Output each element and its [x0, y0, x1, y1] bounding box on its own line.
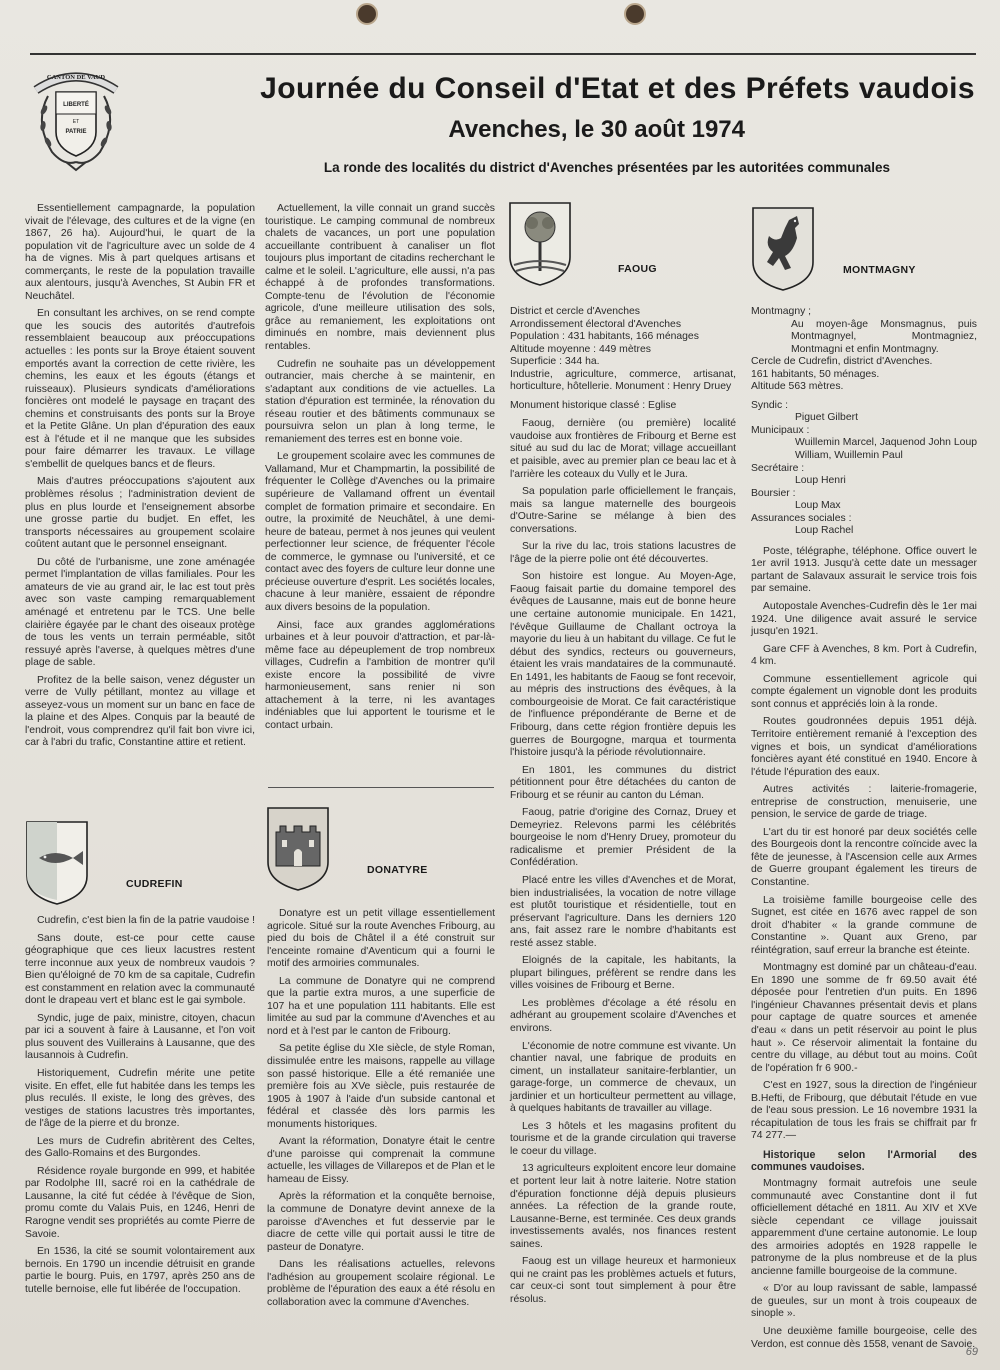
page-title: Journée du Conseil d'Etat et des Préfets vaudois: [260, 72, 975, 105]
paragraph: Les problèmes d'écolage a été résolu en adhérant au groupement scolaire d'Avenches et environs.: [510, 997, 736, 1034]
fact-line: Altitude moyenne : 449 mètres: [510, 343, 651, 355]
fact-line: Loup Henri: [795, 475, 846, 487]
paragraph: Cudrefin, c'est bien la fin de la patrie vaudoise !: [37, 915, 256, 926]
fact-line: Assurances sociales :: [751, 512, 852, 524]
column-separator: [268, 787, 494, 788]
paragraph: Syndic, juge de paix, ministre, citoyen, chacun par ici a souvent à faire à Lausanne, et l'on voit plus souvent des Vuillerains à Lausanne, que des lausannois à Cudrefin.: [25, 1012, 255, 1062]
paragraph: Placé entre les villes d'Avenches et de Morat, bien industrialisées, la vocation de notre village est plutôt touristique et résidentielle, tout en préservant l'agriculture. Dans les derniers 120 ans, fait assez rare le nombre d'habitants est resté assez stable.: [510, 874, 736, 949]
paragraph: Mais d'autres préoccupations s'ajoutent aux problèmes résolus ; l'administration devient de plus en plus lourde et l'enseignement absorbe une grosse partie du budjet. En effet, les transports nécessaires au groupement scolaire coûtent autant que le personnel enseignant.: [25, 476, 255, 551]
fact-line: Au moyen-âge Monsmagnus, puis Montmagnyel, Montmagniez, Montmagni et enfin Montmagny.: [791, 318, 977, 355]
punch-hole: [356, 3, 378, 25]
paragraph: Faoug est un village heureux et harmonieux qui ne craint pas les problèmes actuels et futurs, car ceux-ci sont tout simplement à pour être résolus.: [510, 1256, 736, 1305]
paragraph: Sans doute, est-ce pour cette cause géographique que ces lieux lacustres restent terre inconnue aux yeux de nombreux vaudois ? Bien qu'éloigné de 70 km de sa capitale, Cudrefin est constamment en relation avec la communauté dont le drapeau vert et blanc est le gai symbole.: [25, 932, 255, 1007]
cudrefin-column: [25, 915, 255, 1301]
svg-text:CANTON DE VAUD: CANTON DE VAUD: [46, 74, 106, 81]
paragraph: Donatyre est un petit village essentiellement agricole. Situé sur la route Avenches Fribourg, au pied du bois de Châtel il a été construit sur l'enceinte romaine d'Aventicum qui a fourni le motif des armoiries communales.: [267, 908, 495, 970]
svg-text:PATRIE: PATRIE: [65, 129, 87, 135]
paragraph: Poste, télégraphe, téléphone. Office ouvert le 1er avril 1913. Jusqu'à cette date un messager partant de Salavaux assurait le service trois fois par semaine.: [751, 545, 977, 595]
section-heading: Historique selon l'Armorial des communes vaudoises.: [751, 1148, 977, 1174]
canton-vaud-crest: [26, 62, 126, 177]
paragraph: Du côté de l'urbanisme, une zone aménagée permet l'implantation de villas familiales. Pour les amateurs de vie au grand air, le lac est tout près avec son vaste camping remarquablement aménagé et entretenu par le TCS. Une belle clairière égayée par le chant des oiseaux protège de tous les vents un terrain perméable, sitôt ressuyé après l'averse, à quelques mètres d'une plage de sable.: [25, 556, 255, 669]
faoug-column: [510, 306, 736, 1311]
intro-column-cont: [265, 203, 495, 737]
fact-line: Piguet Gilbert: [795, 412, 858, 424]
cudrefin-crest: [25, 820, 89, 911]
paragraph: 13 agriculteurs exploitent encore leur domaine et portent leur lait à notre laiterie. Notre station d'épuration fonctionne déjà depuis plusieurs années. La réfection de la grande route, Lausanne-Berne, est terminée. Ces deux grands investissements avalés, nos finances restent saines.: [510, 1163, 736, 1250]
paragraph: Le groupement scolaire avec les communes de Vallamand, Mur et Champmartin, la possibilité de fréquenter le Collège d'Avenches ou la primaire supérieure de Vallamand offrent un éventail complet de formation primaire et secondaire. En outre, la proximité de Neuchâtel, à une demi-heure de bateau, permet à nos jeunes qui veulent perfectionner leur science, de fréquenter l'école de commerce, le gymnase ou l'université, et ce contact avec des foyers de culture leur donne une précieuse ouverture d'esprit. Les sociétés locales, chacune à leur manière, essaient de répondre aux divers besoins de la population.: [265, 451, 495, 613]
paragraph: Actuellement, la ville connait un grand succès touristique. Le camping communal de nombreux chalets de vacances, un port une population accueillante contribuent à canaliser un flot toujours plus important de citadins recherchant le calme et le soleil. L'agriculture, elle aussi, n'a pas échappé à de profondes transformations. Compte-tenu de l'évolution de l'économie agricole, d'une meilleure utilisation des sols, grâce au remaniement, les exploitations ont diminués en nombre, mais deviennent plus rentables.: [265, 203, 495, 353]
donatyre-crest: [266, 806, 330, 897]
paragraph: Autopostale Avenches-Cudrefin dès le 1er mai 1924. Une diligence avait assuré le service jusqu'en 1921.: [751, 601, 977, 638]
paragraph: Montmagny est dominé par un château-d'eau. En 1890 une somme de fr 69.50 avait été déposée pour l'entretien d'un puits. En 1896 l'ingénieur Chavannes présentait devis et plans pour captage de quatre sources et amenée d'eau « dans un petit réservoir au point le plus haut ». Ce réservoir alimentait la fontaine du centre du village, au début tout au moins. Coût de l'opération fr 6 900.-: [751, 962, 977, 1074]
donatyre-column: [267, 908, 495, 1314]
fact-line: Cercle de Cudrefin, district d'Avenches.: [751, 356, 933, 368]
paragraph: Routes goudronnées depuis 1951 déjà. Territoire entièrement remanié à l'exception des vignes et bois, un syndicat d'améliorations foncières ayant été constitué en 1940. Encore à l'étude l'épuration des eaux.: [751, 716, 977, 778]
montmagny-heading: MONTMAGNY: [843, 264, 916, 276]
fact-line: Superficie : 344 ha.: [510, 356, 600, 368]
top-rule: [30, 53, 976, 55]
paragraph: Son histoire est longue. Au Moyen-Age, Faoug faisait partie du domaine temporel des évêques de Lausanne, mais eut de bonne heure une certaine autonomie municipale. En 1421, l'évêque Guillaume de Challant octroya la mayorie du lieu à un habitant du village. Ce fut le début des syndics, recteurs ou gouverneurs, étaient les vrais mandataires de la communauté. En 1491, les habitants de Faoug se font recevoir, au mépris des instructions des évêques, à la combourgeoisie de Morat. Ce fait caractéristique de l'influence prépondérante de Berne et de Fribourg, dans cette région frontière depuis les guerres de Bourgogne, marqua et tourmenta l'histoire jusqu'à la période révolutionnaire.: [510, 571, 736, 759]
paragraph: Gare CFF à Avenches, 8 km. Port à Cudrefin, 4 km.: [751, 643, 977, 668]
fact-line: Syndic :: [751, 399, 788, 411]
paragraph: Eloignés de la capitale, les habitants, la plupart bilingues, préfèrent se rendre dans les villes voisines de Fribourg et Berne.: [510, 955, 736, 992]
fact-line: Loup Rachel: [795, 525, 854, 537]
fact-line: Monument historique classé : Eglise: [510, 399, 677, 411]
fact-line: District et cercle d'Avenches: [510, 306, 640, 317]
paragraph: La troisième famille bourgeoise celle des Sugnet, est citée en 1676 avec rappel de son droit d'habiter « la grande commune de Constantine ». Quant aux Greno, par réintégration, sauf erreur la branche est éteinte.: [751, 894, 977, 956]
fact-line: Population : 431 habitants, 166 ménages: [510, 331, 699, 343]
montmagny-column: [751, 306, 977, 1356]
fact-line: Altitude 563 mètres.: [751, 381, 844, 393]
fact-line: Montmagny ;: [751, 306, 812, 317]
paragraph: Faoug, dernière (ou première) localité vaudoise aux frontières de Fribourg et Berne est situé au sud du lac de Morat; village accueillant et paisible, avec au premier plan ce beau lac et à l'arrière les coteaux du Vully et le Jura.: [510, 418, 736, 480]
paragraph: Résidence royale burgonde en 999, et habitée par Rodolphe III, sacré roi en la cathédrale de Lausanne, la cité fut cédée à l'évêque de Sion, promu comte du Valais Puis, en 1246, Henri de Rarogne vendit ses propriétés au comte Pierre de Savoie.: [25, 1165, 255, 1240]
paragraph: L'art du tir est honoré par deux sociétés celle des Bourgeois dont la rencontre coïncide avec la fête de jeunesse, à l'Ascension celle aux Armes de Guerre groupant également les tireurs de Constantine.: [751, 826, 977, 888]
svg-text:ET: ET: [72, 119, 80, 125]
paragraph: Montmagny formait autrefois une seule communauté avec Constantine dont il fut officiellement détaché en 1811. Au XIV et XVe siècle cependant ce village jouissait apparemment d'une certaine autonomie. Le loup des armoiries adoptés en 1928 rappelle le patronyme de la plus nombreuse et de la plus ancienne famille bourgeoise de la commune.: [751, 1178, 977, 1277]
paragraph: Profitez de la belle saison, venez déguster un verre de Vully pétillant, montez au village et asseyez-vous un moment sur un banc en face de la plaine et des Alpes. Conquis par la beauté de l'endroit, vous comprendrez qu'il fait bon vivre ici, car à l'abri du trafic, Constantine attire et retient.: [25, 674, 255, 749]
paragraph: En consultant les archives, on se rend compte que les soucis des autorités d'autrefois ressemblaient beaucoup aux préoccupations actuelles : les ponts sur la Broye étaient souvent emportés avant la correction de cette rivière, les chemins, les eaux et les égouts (étangs et ruisseaux). Plusieurs syndicats d'améliorations foncières ont modelé le paysage en traçant des chemins et construisants des ponts sur la Broye et la Petite Glâne. Un plan d'épuration des eaux est à l'étude et il ne manque que les subsides pour faire démarrer les travaux. Le village s'embellit de quelques bancs et de fleurs.: [25, 308, 255, 470]
paragraph: Faoug, patrie d'origine des Cornaz, Druey et Demeyriez. Relevons parmi les célébrités bourgeoise le nom d'Henry Druey, promoteur du radicalisme et premier Président de la Confédération.: [510, 807, 736, 869]
paragraph: Autres activités : laiterie-fromagerie, entreprise de construction, menuiserie, une pension, le service de garde de triage.: [751, 784, 977, 821]
intro-column: [25, 203, 255, 755]
paragraph: Essentiellement campagnarde, la population vivait de l'élevage, des cultures et de la vigne (en 1867, 26 ha). Aujourd'hui, le quart de la population vit de l'agriculture avec un solde de 4 ha de vignes. Mis à part quelques artisans et commerçants, le reste de la population travaille aux alentours, jusqu'à Avenches, St Aubin FR et Neuchâtel.: [25, 203, 255, 302]
paragraph: En 1536, la cité se soumit volontairement aux bernois. En 1790 un incendie détruisit en grande partie le bourg. Puis, en 1797, après 250 ans de tutelle bernoise, elle fut libérée de l'occupation.: [25, 1246, 255, 1295]
fact-line: Boursier :: [751, 487, 796, 499]
paragraph: Cudrefin ne souhaite pas un développement outrancier, mais cherche à se maintenir, en s'adaptant aux conditions de vie actuelles. La station d'épuration est terminée, la rénovation du réseau routier et des bâtiments communaux se poursuivra selon un plan à long terme, le remaniement des terres est en bonne voie.: [265, 358, 495, 445]
paragraph: Avant la réformation, Donatyre était le centre d'une paroisse qui comprenait la commune actuelle, les villages de Villarepos et de Plan et le hameau de Eissy.: [267, 1136, 495, 1185]
page-tagline: La ronde des localités du district d'Avenches présentées par les autoritées communales: [323, 160, 890, 175]
paragraph: En 1801, les communes du district pétitionnent pour être détachées du canton de Fribourg et se réunir au canton du Léman.: [510, 764, 736, 801]
fact-line: Industrie, agriculture, commerce, artisanat, horticulture, hôtellerie. Monument : Henry Druey: [510, 368, 736, 393]
paragraph: Historiquement, Cudrefin mérite une petite visite. En effet, elle fut habitée dans les temps les plus reculés. Il existe, le long des grèves, des vestiges de stations lacustres très importantes, de l'âge de la pierre et du bronze.: [25, 1068, 255, 1130]
paragraph: Les murs de Cudrefin abritèrent des Celtes, des Gallo-Romains et des Burgondes.: [25, 1135, 255, 1160]
svg-text:LIBERTÉ: LIBERTÉ: [63, 102, 89, 108]
page-subtitle: Avenches, le 30 août 1974: [448, 116, 745, 143]
punch-hole: [624, 3, 646, 25]
fact-line: Secrétaire :: [751, 462, 805, 474]
paragraph: La commune de Donatyre qui ne comprend que la partie extra muros, a une superficie de 107 ha et une population 111 habitants. Elle est limitée au sud par la commune d'Avenches et au nord et à l'est par le canton de Fribourg.: [267, 975, 495, 1037]
fact-line: Municipaux :: [751, 424, 810, 436]
paragraph: Une deuxième famille bourgeoise, celle des Verdon, est connue dès 1558, venant de Savoie.: [751, 1326, 977, 1350]
paragraph: Après la réformation et la conquête bernoise, la commune de Donatyre devint annexe de la paroisse d'Avenches et fut desservie par le diacre de cette ville qui portait aussi le titre de pasteur de Donatyre.: [267, 1191, 495, 1253]
paragraph: « D'or au loup ravissant de sable, lampassé de gueules, sur un mont à trois coupeaux de sinople ».: [751, 1283, 977, 1320]
paragraph: Sa population parle officiellement le français, mais sa langue maternelle des bourgeois d'Outre-Sarine se mélange à bien des conversations.: [510, 486, 736, 535]
paragraph: C'est en 1927, sous la direction de l'ingénieur B.Hefti, de Fribourg, que débutait l'étude en vue de l'eau sous pression. Le 16 novembre 1931 la récapitulation de tous les frais se chiffrait par fr 74 277.—: [751, 1080, 977, 1142]
paragraph: Sa petite église du XIe siècle, de style Roman, dissimulée entre les maisons, rappelle au village son passé historique. Elle a été remaniée une première fois au XVe siècle, puis restaurée de 1905 à 1907 à l'aide d'un subside cantonal et fédéral et classée dès lors parmis les monuments historiques.: [267, 1043, 495, 1130]
cudrefin-heading: CUDREFIN: [126, 878, 183, 890]
fact-line: 161 habitants, 50 ménages.: [751, 368, 880, 380]
fact-line: Loup Max: [795, 500, 841, 512]
montmagny-crest: [751, 206, 815, 297]
fact-line: Wuillemin Marcel, Jaquenod John Loup William, Wuillemin Paul: [795, 437, 977, 462]
paragraph: Dans les réalisations actuelles, relevons l'adhésion au groupement scolaire régional. Le problème de l'épuration des eaux a été résolu en collaboration avec la commune d'Avenches.: [267, 1259, 495, 1308]
page-number: 69: [965, 1346, 978, 1358]
paragraph: Commune essentiellement agricole qui compte également un vignoble dont les produits sont connus et appréciés loin à la ronde.: [751, 673, 977, 710]
paragraph: L'économie de notre commune est vivante. Un chantier naval, une fabrique de produits en ciment, un installateur sanitaire-ferblantier, un garage-forge, un commerce de chevaux, un jardinier et un horticulteur permettent au village, à quelques habitants de travailler au village.: [510, 1040, 736, 1115]
faoug-heading: FAOUG: [618, 263, 657, 275]
donatyre-heading: DONATYRE: [367, 864, 428, 876]
fact-line: Arrondissement électoral d'Avenches: [510, 318, 682, 330]
paragraph: Ainsi, face aux grandes agglomérations urbaines et à leur pouvoir d'attraction, et par-là-même face au dépeuplement de trop nombreux villages, Cudrefin a l'ambition de montrer qu'il existe encore la possibilité de vivre harmonieusement, sans renier ni son attachement à la terre, ni les avantages indéniables que lui apportent le tourisme et le contact urbain.: [265, 619, 495, 731]
paragraph: Sur la rive du lac, trois stations lacustres de l'âge de la pierre polie ont été découvertes.: [510, 541, 736, 565]
paragraph: Les 3 hôtels et les magasins profitent du tourisme et de la grande circulation qui traverse le coeur du village.: [510, 1120, 736, 1157]
faoug-crest: [508, 201, 572, 292]
